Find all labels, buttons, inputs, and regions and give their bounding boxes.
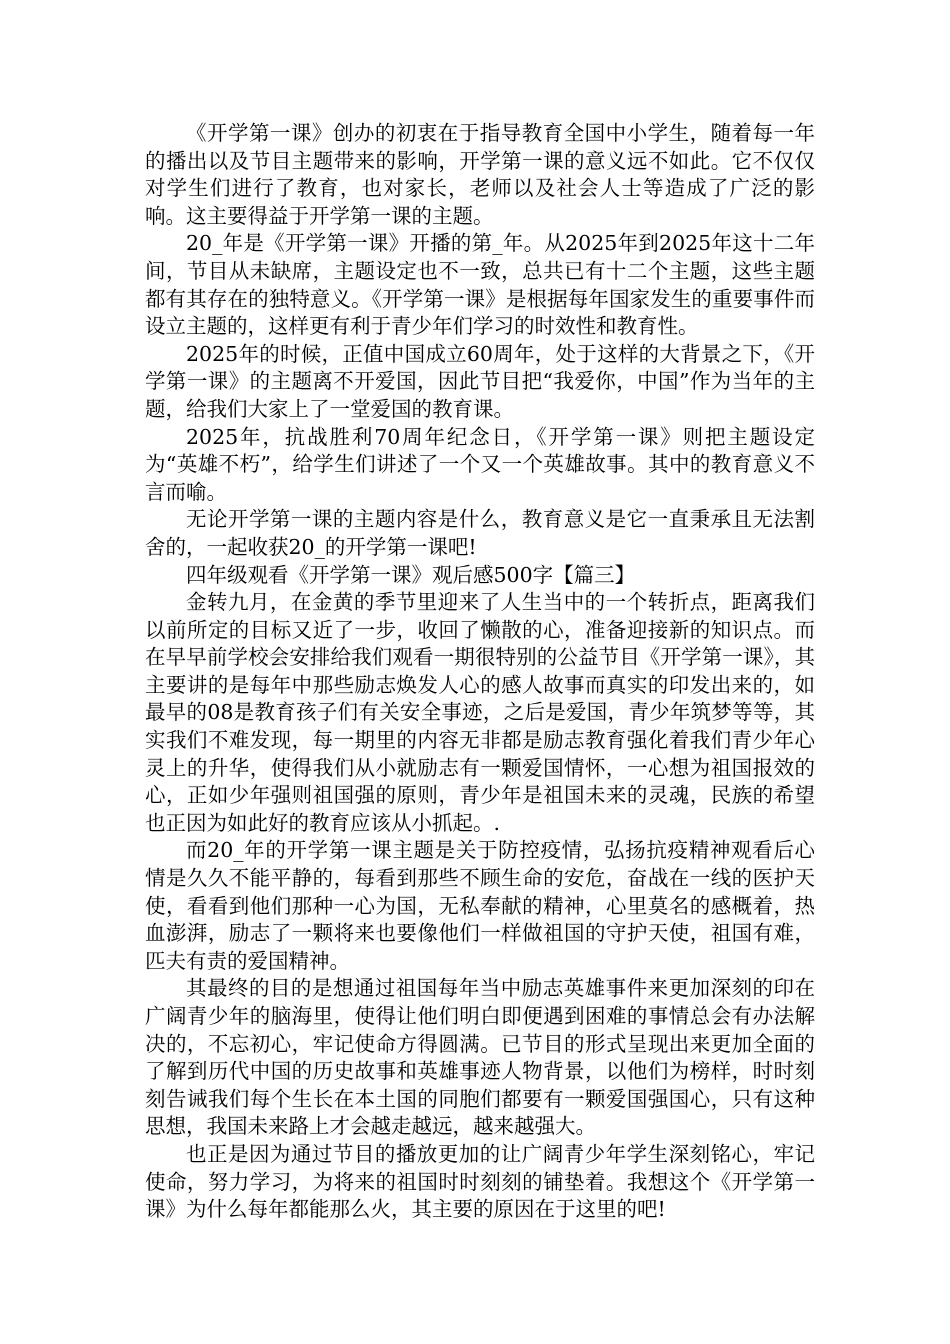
paragraph: 2025年的时候，正值中国成立60周年，处于这样的大背景之下，《开学第一课》的主题离不开爱国，因此节目把“我爱你，中国”作为当年的主题，给我们大家上了一堂爱国的教育课。 (145, 341, 815, 421)
paragraph: 其最终的目的是想通过祖国每年当中励志英雄事件来更加深刻的印在广阔青少年的脑海里，使得让他们明白即便遇到困难的事情总会有办法解决的，不忘初心，牢记使命方得圆满。已节目的形式呈现出来更加全面的了解到历代中国的历史故事和英雄事迹人物背景，以他们为榜样，时时刻刻告诫我们每个生长在本土国的同胞们都要有一颗爱国强国心，只有这种思想，我国未来路上才会越走越远，越来越强大。 (145, 976, 815, 1139)
paragraph: 2025年，抗战胜利70周年纪念日，《开学第一课》则把主题设定为“英雄不朽”，给学生们讲述了一个又一个英雄故事。其中的教育意义不言而喻。 (145, 424, 815, 504)
paragraph: 《开学第一课》创办的初衷在于指导教育全国中小学生，随着每一年的播出以及节目主题带来的影响，开学第一课的意义远不如此。它不仅仅对学生们进行了教育，也对家长，老师以及社会人士等造成了广泛的影响。这主要得益于开学第一课的主题。 (145, 121, 815, 228)
paragraph: 无论开学第一课的主题内容是什么，教育意义是它一直秉承且无法割舍的，一起收获20_的开学第一课吧! (145, 507, 815, 559)
document-body (145, 120, 815, 1224)
paragraph: 金转九月，在金黄的季节里迎来了人生当中的一个转折点，距离我们以前所定的目标又近了一步，收回了懒散的心，准备迎接新的知识点。而在早早前学校会安排给我们观看一期很特别的公益节目《开学第一课》，其主要讲的是每年中那些励志焕发人心的感人故事而真实的印发出来的，如最早的08是教育孩子们有关安全事迹，之后是爱国，青少年筑梦等等，其实我们不难发现，每一期里的内容无非都是励志教育强化着我们青少年心灵上的升华，使得我们从小就励志有一颗爱国情怀，一心想为祖国报效的心，正如少年强则祖国强的原则，青少年是祖国未来的灵魂，民族的希望也正因为如此好的教育应该从小抓起。. (145, 590, 815, 835)
paragraph: 而20_年的开学第一课主题是关于防控疫情，弘扬抗疫精神观看后心情是久久不能平静的，每看到那些不顾生命的安危，奋战在一线的医护天使，看看到他们那种一心为国，无私奉献的精神，心里莫名的感概着，热血澎湃，励志了一颗将来也要像他们一样做祖国的守护天使，祖国有难，匹夫有责的爱国精神。 (145, 838, 815, 973)
paragraph: 20_年是《开学第一课》开播的第_年。从2025年到2025年这十二年间，节目从未缺席，主题设定也不一致，总共已有十二个主题，这些主题都有其存在的独特意义。《开学第一课》是根据每年国家发生的重要事件而设立主题的，这样更有利于青少年们学习的时效性和教育性。 (145, 231, 815, 339)
paragraph: 也正是因为通过节目的播放更加的让广阔青少年学生深刻铭心，牢记使命，努力学习，为将来的祖国时时刻刻的铺垫着。我想这个《开学第一课》为什么每年都能那么火，其主要的原因在于这里的吧! (145, 1141, 815, 1222)
section-heading: 四年级观看《开学第一课》观后感500字【篇三】 (186, 562, 636, 587)
